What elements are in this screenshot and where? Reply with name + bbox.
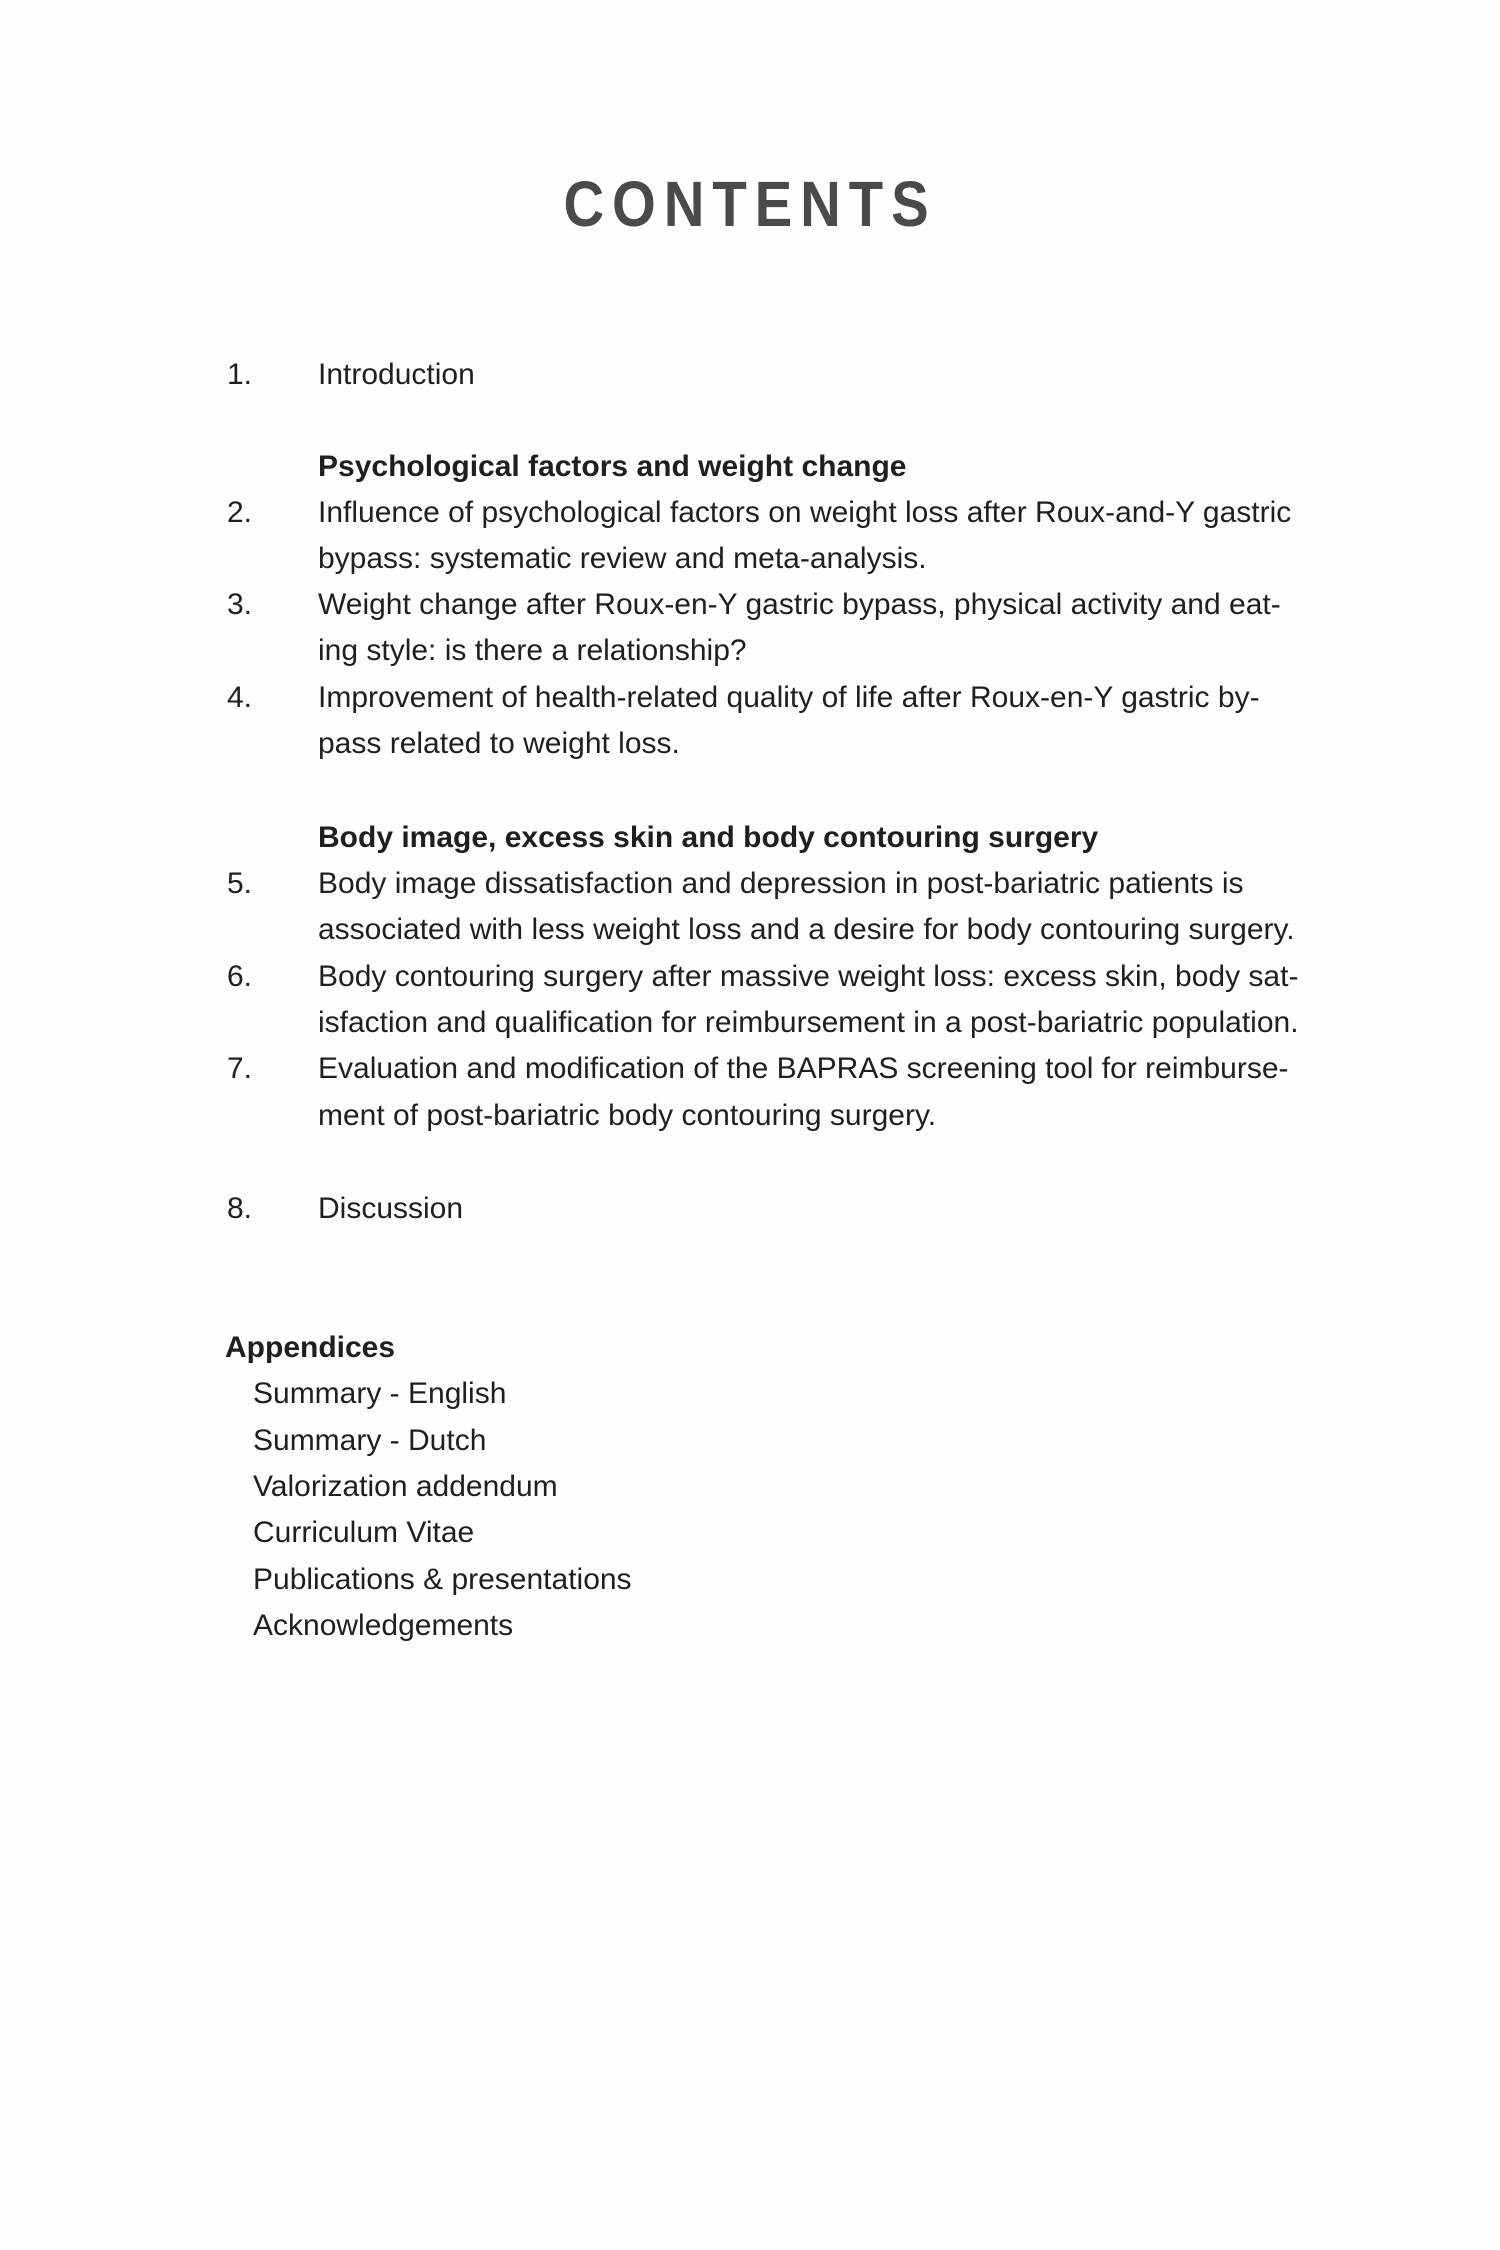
chapter-number: 2. [227,496,253,529]
section-heading-psychological: Psychological factors and weight change [318,450,907,483]
chapter-title-line[interactable]: ing style: is there a relationship? [318,634,747,667]
chapter-number: 7. [227,1052,253,1085]
chapter-title-introduction[interactable]: Introduction [318,358,475,391]
section-heading-body-image: Body image, excess skin and body contouring surgery [318,821,1099,854]
chapter-title-line[interactable]: Body image dissatisfaction and depression in post-bariatric patients is [318,867,1244,900]
chapter-title-line[interactable]: Evaluation and modification of the BAPRAS screening tool for reimburse- [318,1052,1289,1085]
chapter-number: 8. [227,1192,253,1225]
chapter-number: 4. [227,681,253,714]
chapter-number: 1. [227,358,253,391]
appendix-item[interactable]: Publications & presentations [253,1563,632,1596]
chapter-title-line[interactable]: isfaction and qualification for reimbursement in a post-bariatric population. [318,1006,1299,1039]
appendix-item[interactable]: Curriculum Vitae [253,1516,475,1549]
appendix-item[interactable]: Valorization addendum [253,1470,558,1503]
chapter-title-line[interactable]: pass related to weight loss. [318,727,680,760]
chapter-title-line[interactable]: associated with less weight loss and a desire for body contouring surgery. [318,913,1295,946]
appendix-item[interactable]: Summary - Dutch [253,1424,487,1457]
chapter-title-line[interactable]: Weight change after Roux-en-Y gastric bypass, physical activity and eat- [318,588,1281,621]
chapter-title-line[interactable]: Improvement of health-related quality of life after Roux-en-Y gastric by- [318,681,1260,714]
chapter-title-line[interactable]: bypass: systematic review and meta-analysis. [318,542,927,575]
appendices-heading: Appendices [225,1331,396,1364]
chapter-title-line[interactable]: ment of post-bariatric body contouring surgery. [318,1099,937,1132]
chapter-number: 6. [227,960,253,993]
appendix-item[interactable]: Acknowledgements [253,1609,514,1642]
chapter-number: 3. [227,588,253,621]
chapter-title-line[interactable]: Body contouring surgery after massive weight loss: excess skin, body sat- [318,960,1299,993]
page-title: CONTENTS [563,168,937,240]
appendix-item[interactable]: Summary - English [253,1377,507,1410]
chapter-title-line[interactable]: Influence of psychological factors on weight loss after Roux-and-Y gastric [318,496,1292,529]
chapter-number: 5. [227,867,253,900]
chapter-title-discussion[interactable]: Discussion [318,1192,464,1225]
